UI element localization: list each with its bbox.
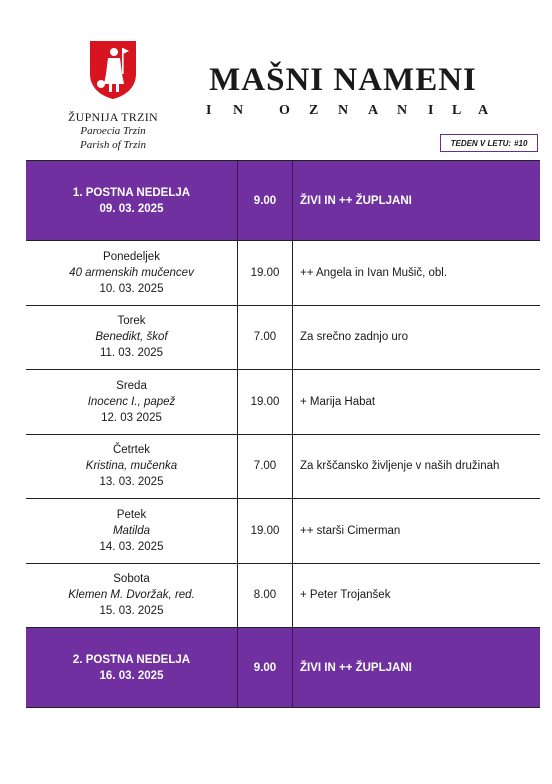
subtitle-letter: I (206, 103, 212, 118)
subtitle-letter: Z (309, 103, 319, 118)
page-title: MAŠNI NAMENI (209, 62, 477, 98)
mass-intention: ŽIVI IN ++ ŽUPLJANI (300, 661, 412, 674)
parish-name: ŽUPNIJA TRZIN (67, 110, 158, 124)
day-date: 16. 03. 2025 (99, 669, 164, 682)
parish-english-name: Parish of Trzin (79, 139, 147, 151)
parish-block (58, 110, 168, 152)
mass-time: 19.00 (238, 241, 293, 305)
parish-latin-name: Paroecia Trzin (80, 125, 146, 137)
schedule-row (26, 241, 540, 306)
mass-intention: + Marija Habat (300, 395, 376, 408)
day-date: 15. 03. 2025 (99, 605, 164, 618)
mass-time: 8.00 (238, 564, 293, 628)
day-name: Ponedeljek (103, 250, 160, 263)
subtitle-letter: L (452, 103, 462, 118)
subtitle-letter: O (279, 103, 290, 118)
saint-name: Matilda (112, 524, 151, 537)
parish-crest-icon (89, 40, 137, 100)
day-date: 10. 03. 2025 (99, 282, 164, 295)
schedule-row (26, 435, 540, 500)
mass-intention: + Peter Trojanšek (300, 589, 391, 602)
subtitle-letter: N (233, 103, 244, 118)
day-date: 13. 03. 2025 (99, 476, 164, 489)
saint-name: Klemen M. Dvoržak, red. (68, 589, 195, 602)
mass-intention: ŽIVI IN ++ ŽUPLJANI (300, 194, 412, 207)
mass-time: 9.00 (238, 628, 293, 707)
day-name: Sobota (113, 573, 150, 586)
mass-schedule-table (26, 160, 540, 708)
day-cell (26, 435, 238, 499)
subtitle-letter: N (397, 103, 408, 118)
subtitle-letter: N (338, 103, 349, 118)
schedule-row (26, 306, 540, 371)
day-date: 12. 03 2025 (101, 411, 162, 424)
mass-intention: Za krščansko življenje v naših družinah (300, 460, 500, 473)
day-name: Sreda (116, 379, 147, 392)
day-cell (26, 499, 238, 563)
mass-time: 9.00 (238, 161, 293, 240)
day-cell (26, 161, 238, 240)
day-cell (26, 306, 238, 370)
saint-name: Benedikt, škof (95, 331, 168, 344)
day-date: 11. 03. 2025 (99, 347, 164, 360)
week-badge (440, 134, 538, 152)
subtitle-letter: I (428, 103, 434, 118)
day-date: 09. 03. 2025 (99, 202, 164, 215)
mass-time: 7.00 (238, 306, 293, 370)
mass-intention: ++ Angela in Ivan Mušič, obl. (300, 266, 448, 279)
day-name: Četrtek (112, 444, 151, 457)
schedule-row (26, 564, 540, 629)
schedule-row-sunday (26, 161, 540, 241)
week-number: #10 (514, 138, 528, 148)
mass-time: 19.00 (238, 370, 293, 434)
day-date: 14. 03. 2025 (99, 540, 164, 553)
day-cell (26, 370, 238, 434)
day-name: 1. POSTNA NEDELJA (72, 186, 191, 199)
schedule-row (26, 370, 540, 435)
mass-time: 7.00 (238, 435, 293, 499)
mass-intention: ++ starši Cimerman (300, 524, 401, 537)
day-cell (26, 241, 238, 305)
day-cell (26, 564, 238, 628)
subtitle-letter: A (368, 103, 379, 118)
saint-name: Inocenc I., papež (87, 395, 176, 408)
mass-intention: Za srečno zadnjo uro (300, 331, 409, 344)
schedule-row-sunday (26, 628, 540, 708)
day-name: Petek (116, 508, 147, 521)
schedule-row (26, 499, 540, 564)
week-label: TEDEN V LETU: (450, 138, 512, 148)
day-name: Torek (117, 315, 146, 328)
saint-name: Kristina, mučenka (85, 460, 178, 473)
day-name: 2. POSTNA NEDELJA (72, 653, 191, 666)
saint-name: 40 armenskih mučencev (69, 266, 194, 279)
day-cell (26, 628, 238, 707)
subtitle-letter: A (478, 103, 489, 118)
mass-time: 19.00 (238, 499, 293, 563)
